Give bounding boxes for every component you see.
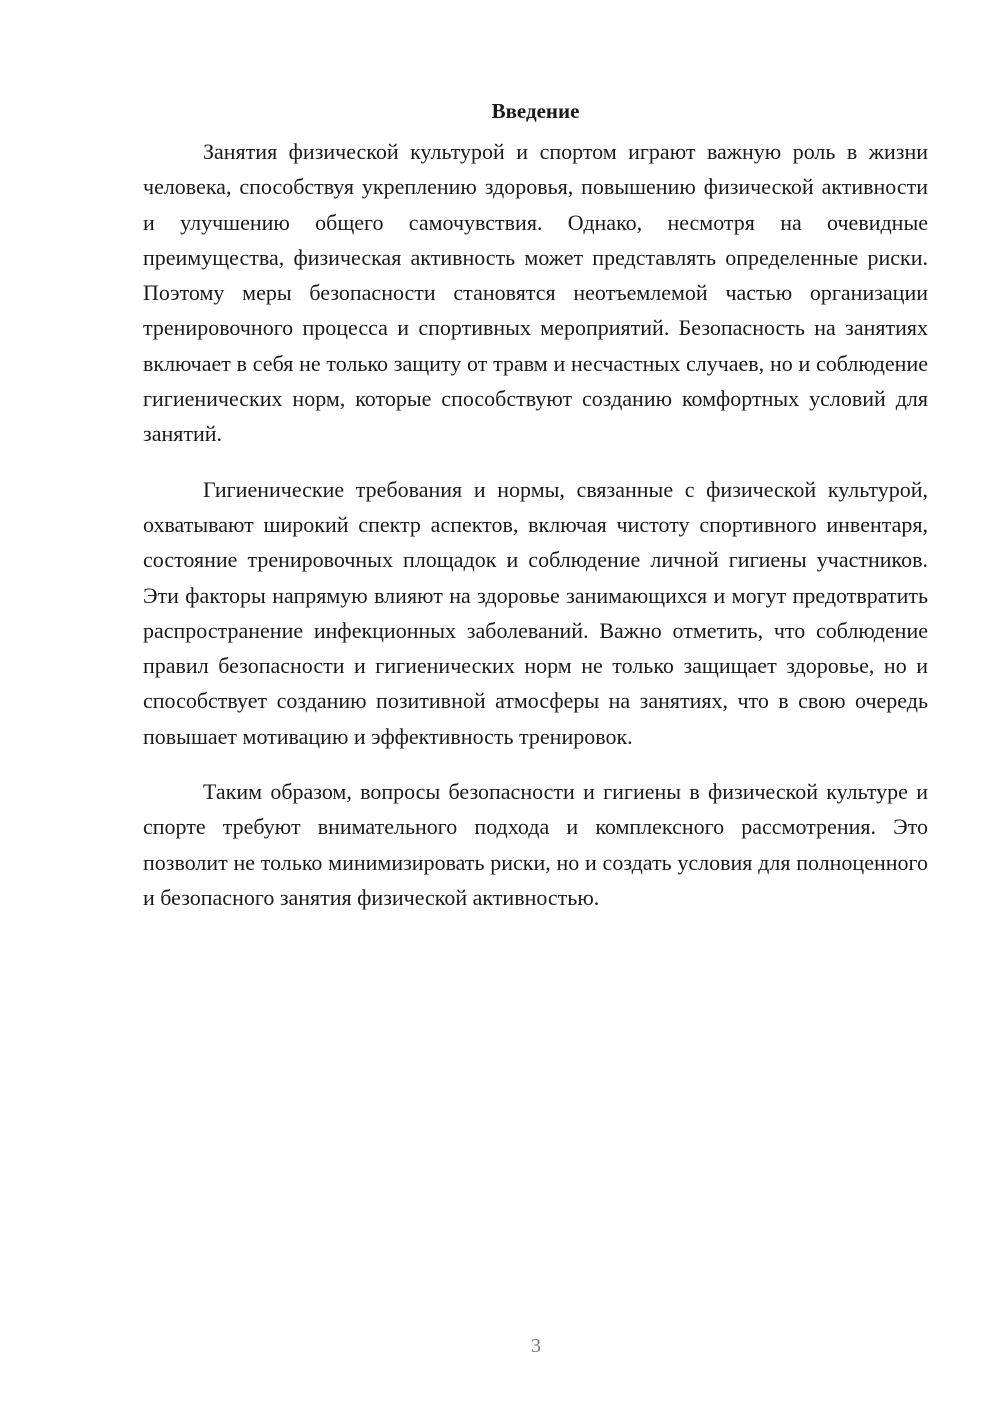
paragraph-1: Занятия физической культурой и спортом играют важную роль в жизни человека, способствуя укреплению здоровья, повышению физической активности и улучшению общего самочувствия. Однако, несмотря на очевидные преимущества, физическая активность может представлять определенные риски. Поэтому меры безопасности становятся неотъемлемой частью организации тренировочного процесса и спортивных мероприятий. Безопасность на занятиях включает в себя не только защиту от травм и несчастных случаев, но и соблюдение гигиенических норм, которые способствуют созданию комфортных условий для занятий. [143,139,928,447]
paragraph-2: Гигиенические требования и нормы, связанные с физической культурой, охватывают широкий спектр аспектов, включая чистоту спортивного инвентаря, состояние тренировочных площадок и соблюдение личной гигиены участников. Эти факторы напрямую влияют на здоровье занимающихся и могут предотвратить распространение инфекционных заболеваний. Важно отметить, что соблюдение правил безопасности и гигиенических норм не только защищает здоровье, но и способствует созданию позитивной атмосферы на занятиях, что в свою очередь повышает мотивацию и эффективность тренировок. [143,476,928,749]
page-content [143,96,928,935]
section-title: Введение [491,99,580,123]
paragraph-3: Таким образом, вопросы безопасности и гигиены в физической культуре и спорте требуют внимательного подхода и комплексного рассмотрения. Это позволит не только минимизировать риски, но и создать условия для полноценного и безопасного занятия физической активностью. [143,779,928,910]
page-number: 3 [531,1335,541,1357]
